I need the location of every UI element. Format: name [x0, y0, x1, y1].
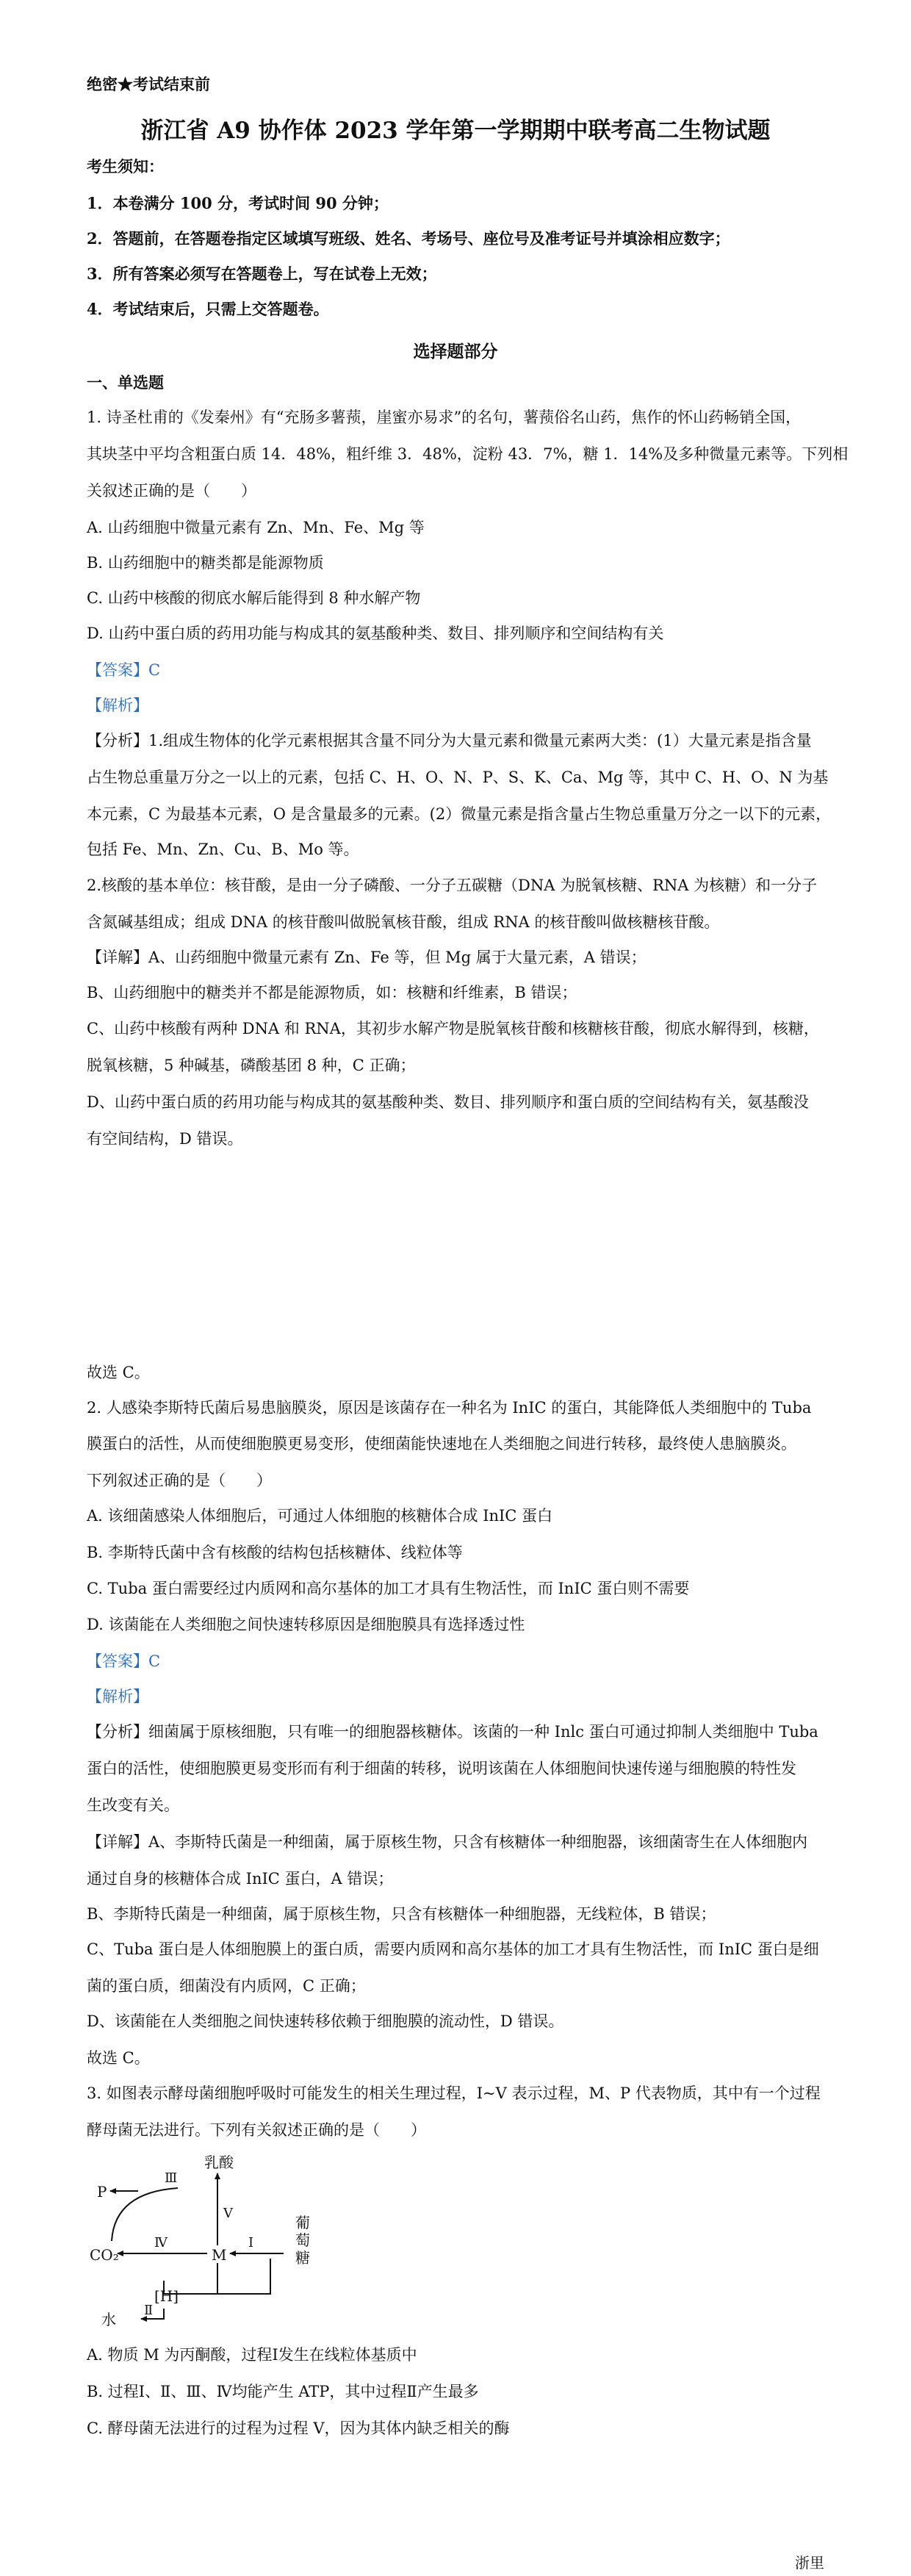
q3-option-a: A. 物质 M 为丙酮酸，过程Ⅰ发生在线粒体基质中 [87, 2346, 417, 2364]
notice-item: 3．所有答案必须写在答题卷上，写在试卷上无效； [87, 265, 437, 283]
label-process-iii: Ⅲ [165, 2170, 178, 2186]
q1-detail-line: D、山药中蛋白质的药用功能与构成其的氨基酸种类、数目、排列顺序和蛋白质的空间结构有关，氨基酸没 [87, 1093, 809, 1111]
q1-analysis-line: 包括 Fe、Mn、Zn、Cu、B、Mo 等。 [87, 841, 359, 858]
notice-heading: 考生须知： [87, 157, 164, 176]
q1-option-d: D. 山药中蛋白质的药用功能与构成其的氨基酸种类、数目、排列顺序和空间结构有关 [87, 625, 664, 642]
q1-stem-line: 其块茎中平均含粗蛋白质 14．48%，粗纤维 3．48%，淀粉 43．7%，糖 1．14%及多种微量元素等。下列相 [87, 445, 849, 463]
label-water: 水 [101, 2311, 116, 2328]
label-process-v: Ⅴ [223, 2206, 233, 2221]
q2-analysis-label: 【解析】 [87, 1688, 148, 1705]
label-process-i: Ⅰ [248, 2235, 254, 2251]
q2-detail-line: 【详解】A、李斯特氏菌是一种细菌，属于原核生物，只含有核糖体一种细胞器，该细菌寄生在人体细胞内 [87, 1833, 808, 1851]
secret-label: 绝密★考试结束前 [87, 75, 210, 93]
q1-detail-line: 有空间结构，D 错误。 [87, 1130, 243, 1148]
q1-stem-line: 1. 诗圣杜甫的《发秦州》有“充肠多薯蓣，崖蜜亦易求”的名句，薯蓣俗名山药，焦作的怀山药畅销全国， [87, 409, 802, 426]
q2-conclusion: 故选 C。 [87, 2049, 150, 2067]
q1-analysis-line: 2.核酸的基本单位：核苷酸，是由一分子磷酸、一分子五碳糖（DNA 为脱氧核糖、RNA 为核糖）和一分子 [87, 877, 818, 894]
q3-stem-line: 3. 如图表示酵母菌细胞呼吸时可能发生的相关生理过程，I~V 表示过程，M、P 代表物质，其中有一个过程 [87, 2084, 821, 2102]
q2-detail-line: 菌的蛋白质，细菌没有内质网，C 正确； [87, 1977, 366, 1995]
label-p: P [97, 2183, 107, 2201]
label-glucose: 葡 萄 糖 [295, 2214, 310, 2267]
respiration-diagram [87, 2151, 366, 2335]
label-process-iv: Ⅳ [154, 2235, 168, 2251]
q2-detail-line: C、Tuba 蛋白是人体细胞膜上的蛋白质，需要内质网和高尔基体的加工才具有生物活性，而 InIC 蛋白是细 [87, 1940, 819, 1958]
label-h: [H] [154, 2287, 179, 2305]
q1-analysis-line: 含氮碱基组成；组成 DNA 的核苷酸叫做脱氧核苷酸，组成 RNA 的核苷酸叫做核糖核苷酸。 [87, 913, 720, 931]
q1-detail-line: 脱氧核糖，5 种碱基，磷酸基团 8 种，C 正确； [87, 1057, 416, 1074]
label-lactic-acid: 乳酸 [204, 2154, 234, 2171]
label-co2: CO₂ [90, 2246, 119, 2264]
q2-option-b: B. 李斯特氏菌中含有核酸的结构包括核糖体、线粒体等 [87, 1544, 463, 1561]
q2-option-c: C. Tuba 蛋白需要经过内质网和高尔基体的加工才具有生物活性，而 InIC 蛋白则不需要 [87, 1580, 690, 1597]
q2-detail-line: 通过自身的核糖体合成 InIC 蛋白，A 错误； [87, 1870, 394, 1888]
arrow-iii-arc [112, 2188, 178, 2241]
q2-option-a: A. 该细菌感染人体细胞后，可通过人体细胞的核糖体合成 InIC 蛋白 [87, 1507, 553, 1525]
q1-analysis-label: 【解析】 [87, 697, 148, 714]
page-footer: 浙里 [795, 2554, 824, 2572]
q1-option-c: C. 山药中核酸的彻底水解后能得到 8 种水解产物 [87, 589, 421, 607]
q1-detail-line: C、山药中核酸有两种 DNA 和 RNA，其初步水解产物是脱氧核苷酸和核糖核苷酸，彻底水解得到，核糖， [87, 1020, 819, 1037]
q2-option-d: D. 该菌能在人类细胞之间快速转移原因是细胞膜具有选择透过性 [87, 1616, 525, 1633]
q1-answer: 【答案】C [87, 661, 161, 679]
q2-analysis-line: 生改变有关。 [87, 1796, 179, 1814]
part-title: 一、单选题 [87, 373, 164, 392]
notice-item: 1．本卷满分 100 分，考试时间 90 分钟； [87, 194, 389, 212]
connector-glucose-h [217, 2259, 270, 2294]
q2-stem-line: 2. 人感染李斯特氏菌后易患脑膜炎，原因是该菌存在一种名为 InIC 的蛋白，其能降低人类细胞中的 Tuba [87, 1399, 812, 1417]
q2-analysis-line: 【分析】细菌属于原核细胞，只有唯一的细胞器核糖体。该菌的一种 Inlc 蛋白可通过抑制人类细胞中 Tuba [87, 1723, 818, 1741]
q2-detail-line: D、该菌能在人类细胞之间快速转移依赖于细胞膜的流动性，D 错误。 [87, 2012, 564, 2030]
q3-option-c: C. 酵母菌无法进行的过程为过程 V，因为其体内缺乏相关的酶 [87, 2420, 510, 2437]
q2-stem-line: 下列叙述正确的是（ ） [87, 1472, 272, 1489]
q2-analysis-line: 蛋白的活性，使细胞膜更易变形而有利于细菌的转移，说明该菌在人体细胞间快速传递与细胞膜的特性发 [87, 1760, 796, 1777]
section-title: 选择题部分 [413, 342, 498, 361]
notice-item: 2．答题前，在答题卷指定区域填写班级、姓名、考场号、座位号及准考证号并填涂相应数字； [87, 229, 730, 248]
q1-option-b: B. 山药细胞中的糖类都是能源物质 [87, 554, 324, 572]
label-m: M [212, 2246, 227, 2264]
q3-stem-line: 酵母菌无法进行。下列有关叙述正确的是（ ） [87, 2121, 426, 2139]
notice-item: 4．考试结束后，只需上交答题卷。 [87, 300, 329, 318]
label-process-ii: Ⅱ [144, 2303, 154, 2318]
q2-stem-line: 膜蛋白的活性，从而使细胞膜更易变形，使细菌能快速地在人类细胞之间进行转移，最终使人患脑膜炎。 [87, 1435, 796, 1453]
q1-stem-line: 关叙述正确的是（ ） [87, 482, 256, 500]
q2-detail-line: B、李斯特氏菌是一种细菌，属于原核生物，只含有核糖体一种细胞器，无线粒体，B 错误； [87, 1905, 716, 1923]
q1-analysis-line: 占生物总重量万分之一以上的元素，包括 C、H、O、N、P、S、K、Ca、Mg 等，其中 C、H、O、N 为基 [87, 769, 829, 786]
q3-option-b: B. 过程Ⅰ、Ⅱ、Ⅲ、Ⅳ均能产生 ATP，其中过程Ⅱ产生最多 [87, 2383, 479, 2400]
q1-detail-line: B、山药细胞中的糖类并不都是能源物质，如：核糖和纤维素，B 错误； [87, 984, 577, 1001]
q1-option-a: A. 山药细胞中微量元素有 Zn、Mn、Fe、Mg 等 [87, 519, 425, 536]
q1-analysis-line: 【分析】1.组成生物体的化学元素根据其含量不同分为大量元素和微量元素两大类：(1）大量元素是指含量 [87, 732, 812, 749]
exam-title: 浙江省 A9 协作体 2023 学年第一学期期中联考高二生物试题 [140, 118, 771, 144]
q1-detail-line: 【详解】A、山药细胞中微量元素有 Zn、Fe 等，但 Mg 属于大量元素，A 错误； [87, 949, 647, 966]
q1-conclusion: 故选 C。 [87, 1364, 150, 1381]
q1-analysis-line: 本元素，C 为最基本元素，O 是含量最多的元素。(2）微量元素是指含量占生物总重量万分之一以下的元素， [87, 805, 832, 823]
q2-answer: 【答案】C [87, 1652, 161, 1670]
